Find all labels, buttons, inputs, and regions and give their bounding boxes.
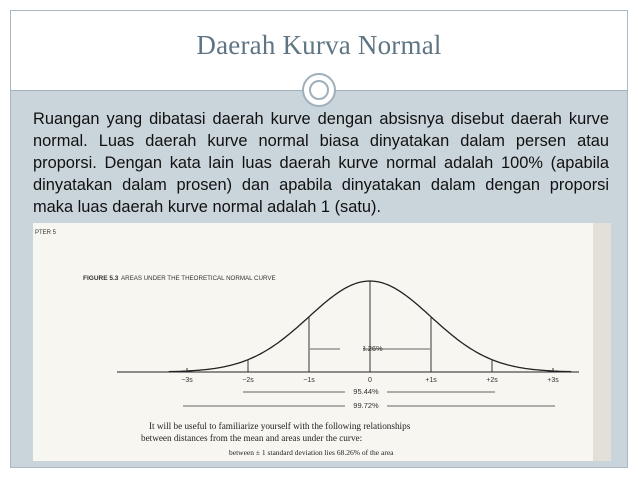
page-edge [593,223,611,461]
area-label-95: 95.44% [353,387,379,396]
slide-frame [10,10,628,468]
tick-label: 0 [368,377,372,384]
tick-label: −1s [303,377,315,384]
figure-number: FIGURE 5.3 [83,275,119,282]
area-label-99: 99.72% [353,401,379,410]
slide-paragraph: Ruangan yang dibatasi daerah kurve dengan absisnya disebut daerah kurve normal. Luas daerah kurve normal biasa dinyatakan dalam persen atau proporsi. Dengan kata lain luas daerah kurve normal adalah 100% (apabila dinyatakan dalam prosen) dan apabila dinyatakan dalam dengan proporsi maka luas daerah kurve normal adalah 1 (satu). [33,110,609,216]
sd-lines [187,281,553,372]
chapter-label: PTER 5 [35,230,57,236]
note-line-3: between ± 1 standard deviation lies 68.26% of the area [229,448,394,457]
tick-label: +2s [486,377,498,384]
inner-circle-icon [309,80,329,100]
tick-label: −2s [242,377,254,384]
slide-title: Daerah Kurva Normal [196,30,442,60]
tick-label: +3s [547,377,559,384]
note-line-2: between distances from the mean and areas under the curve: [141,433,363,443]
tick-label: +1s [425,377,437,384]
figure-image [33,223,611,461]
note-line-1: It will be useful to familiarize yourself with the following relationships [149,421,411,431]
normal-curve-figure [33,223,611,461]
area-label-68: 68.26% [357,344,383,353]
tick-label: −3s [181,377,193,384]
figure-caption: AREAS UNDER THE THEORETICAL NORMAL CURVE [121,275,276,282]
tick-labels [181,377,559,384]
circle-ornament-icon [302,73,336,107]
